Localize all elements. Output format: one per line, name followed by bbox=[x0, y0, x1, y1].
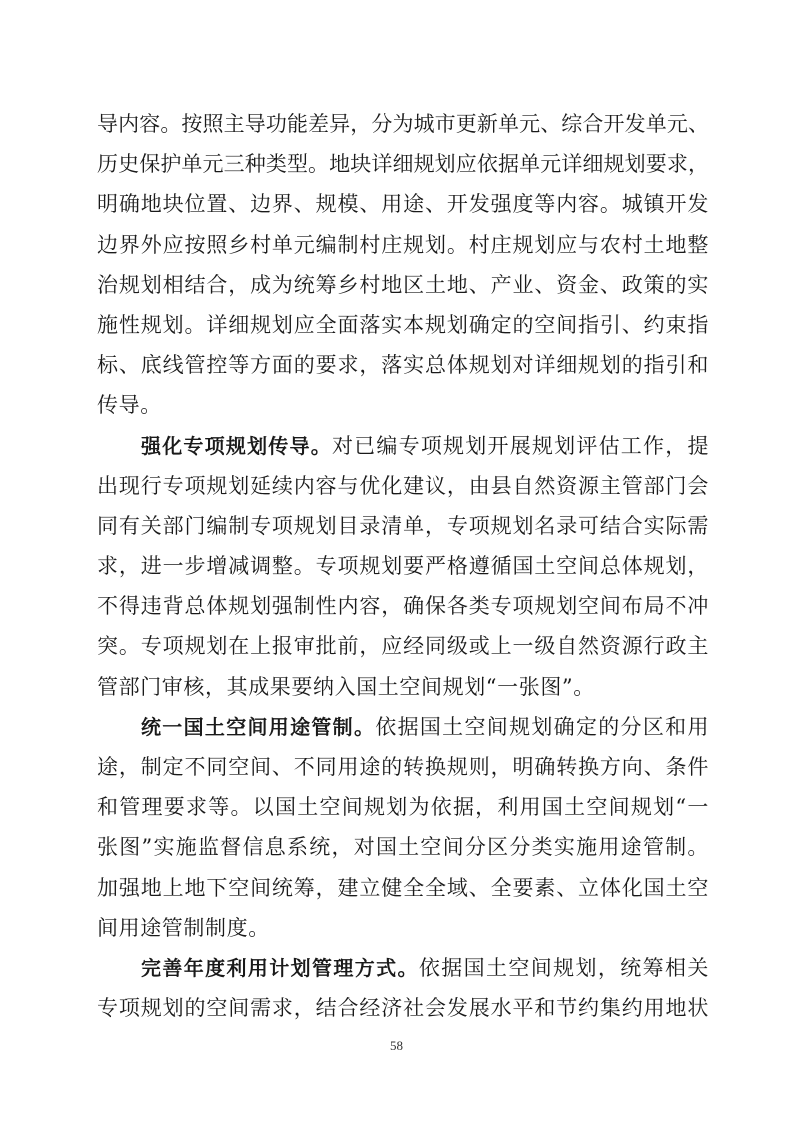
text-line: 专项规划的空间需求，结合经济社会发展水平和节约集约用地状 bbox=[97, 996, 709, 1021]
text-line: 求，进一步增减调整。专项规划要严格遵循国土空间总体规划， bbox=[97, 554, 709, 579]
section-lead: 强化专项规划传导。 bbox=[141, 433, 332, 458]
text-line: 历史保护单元三种类型。地块详细规划应依据单元详细规划要求， bbox=[97, 152, 709, 177]
text-line: 加强地上地下空间统筹，建立健全全域、全要素、立体化国土空 bbox=[97, 875, 709, 900]
text-line: 不得违背总体规划强制性内容，确保各类专项规划空间布局不冲 bbox=[97, 594, 709, 619]
text-line: 标、底线管控等方面的要求，落实总体规划对详细规划的指引和 bbox=[97, 353, 709, 378]
text-line: 同有关部门编制专项规划目录清单，专项规划名录可结合实际需 bbox=[97, 513, 709, 538]
paragraph-first-line bbox=[97, 948, 709, 988]
paragraph-first-line bbox=[97, 426, 709, 466]
text-line: 张图”实施监督信息系统，对国土空间分区分类实施用途管制。 bbox=[97, 835, 709, 860]
text-run: 依据国土空间规划确定的分区和用 bbox=[375, 714, 709, 739]
text-line: 出现行专项规划延续内容与优化建议，由县自然资源主管部门会 bbox=[97, 473, 709, 498]
text-line: 间用途管制制度。 bbox=[97, 915, 270, 940]
page-number: 58 bbox=[390, 1038, 403, 1053]
text-line: 管部门审核，其成果要纳入国土空间规划“一张图”。 bbox=[97, 674, 595, 699]
text-line: 导内容。按照主导功能差异，分为城市更新单元、综合开发单元、 bbox=[97, 112, 709, 136]
body-text bbox=[97, 104, 709, 1028]
text-line: 明确地块位置、边界、规模、用途、开发强度等内容。城镇开发 bbox=[97, 192, 709, 217]
section-lead: 完善年度利用计划管理方式。 bbox=[141, 955, 419, 980]
text-line: 传导。 bbox=[97, 393, 162, 418]
text-run: 依据国土空间规划，统筹相关 bbox=[418, 955, 709, 980]
text-line: 施性规划。详细规划应全面落实本规划确定的空间指引、约束指 bbox=[97, 312, 709, 337]
text-line: 突。专项规划在上报审批前，应经同级或上一级自然资源行政主 bbox=[97, 634, 709, 659]
text-line: 治规划相结合，成为统筹乡村地区土地、产业、资金、政策的实 bbox=[97, 272, 709, 297]
paragraph-first-line bbox=[97, 707, 709, 747]
text-line: 和管理要求等。以国土空间规划为依据，利用国土空间规划“一 bbox=[97, 795, 709, 820]
text-run: 对已编专项规划开展规划评估工作，提 bbox=[331, 433, 709, 458]
text-line: 边界外应按照乡村单元编制村庄规划。村庄规划应与农村土地整 bbox=[97, 232, 709, 257]
text-line: 途，制定不同空间、不同用途的转换规则，明确转换方向、条件 bbox=[97, 755, 709, 779]
section-lead: 统一国土空间用途管制。 bbox=[141, 714, 376, 739]
